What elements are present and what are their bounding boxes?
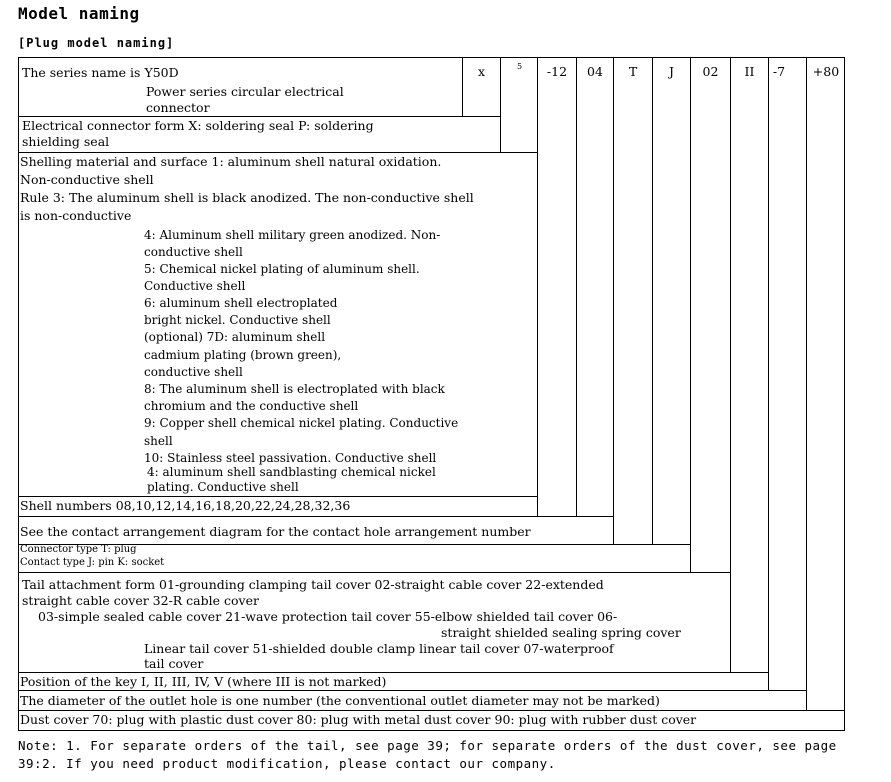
code-shell-number: -12 — [546, 64, 568, 79]
shell-option: conductive shell — [144, 365, 243, 379]
code-key-position: II — [744, 64, 755, 79]
shell-option: chromium and the conductive shell — [144, 399, 359, 413]
shell-option: 6: aluminum shell electroplated — [144, 296, 338, 310]
code-connector-type: T — [628, 64, 638, 79]
code-connector-form: x — [477, 64, 486, 79]
footnote: Note: 1. For separate orders of the tail, see page 39; for separate orders of the dust cover, see page 39:2. If you need product modification, please contact our company. — [18, 738, 837, 771]
connector-form: Electrical connector form X: soldering seal P: soldering — [22, 118, 374, 133]
shell-option: conductive shell — [144, 245, 243, 259]
shell-numbers: Shell numbers 08,10,12,14,16,18,20,22,24,28,32,36 — [20, 498, 351, 513]
dust-cover: Dust cover 70: plug with plastic dust cover 80: plug with metal dust cover 90: plug with rubber dust cover — [20, 712, 697, 727]
shell-option: bright nickel. Conductive shell — [144, 313, 331, 327]
code-dust-cover: +80 — [812, 64, 840, 79]
shell-option: 9: Copper shell chemical nickel plating. Conductive — [144, 416, 459, 430]
code-outlet-diameter: -7 — [772, 64, 786, 79]
shell-option: plating. Conductive shell — [147, 480, 299, 494]
tail-attachment: straight cable cover 32-R cable cover — [22, 593, 259, 608]
tail-attachment: Linear tail cover 51-shielded double clamp linear tail cover 07-waterproof — [144, 641, 614, 656]
series-name: The series name is Y50D — [22, 65, 179, 80]
key-position: Position of the key I, II, III, IV, V (where III is not marked) — [20, 674, 387, 689]
connector-form: shielding seal — [22, 134, 110, 149]
tail-attachment: straight shielded sealing spring cover — [441, 625, 681, 640]
outlet-diameter: The diameter of the outlet hole is one number (the conventional outlet diameter may not be marked) — [20, 693, 660, 708]
shell-option: 8: The aluminum shell is electroplated with black — [144, 382, 445, 396]
shell-material: is non-conductive — [20, 208, 132, 223]
shell-material: Shelling material and surface 1: aluminum shell natural oxidation. — [20, 154, 442, 169]
code-tail-form: 02 — [702, 64, 719, 79]
code-contact-type: J — [668, 64, 674, 79]
series-description: Power series circular electrical — [146, 84, 344, 99]
shell-material: Rule 3: The aluminum shell is black anodized. The non-conductive shell — [20, 190, 474, 205]
tail-attachment: 03-simple sealed cable cover 21-wave protection tail cover 55-elbow shielded tail cover 06- — [38, 609, 618, 624]
code-contact-arrangement: 04 — [587, 64, 603, 79]
tail-attachment: tail cover — [144, 656, 204, 671]
table-subtitle: [Plug model naming] — [18, 36, 175, 50]
code-shell-material: 5 — [517, 62, 523, 71]
shell-option: 10: Stainless steel passivation. Conductive shell — [144, 451, 437, 465]
shell-option: cadmium plating (brown green), — [144, 348, 342, 362]
shell-material: Non-conductive shell — [20, 172, 154, 187]
shell-option: (optional) 7D: aluminum shell — [144, 330, 326, 344]
shell-option: Conductive shell — [144, 279, 246, 293]
shell-option: shell — [144, 434, 173, 448]
shell-option: 4: aluminum shell sandblasting chemical nickel — [147, 465, 436, 479]
contact-arrangement: See the contact arrangement diagram for the contact hole arrangement number — [20, 524, 531, 539]
connector-type: Connector type T: plug — [20, 544, 137, 555]
shell-option: 5: Chemical nickel plating of aluminum shell. — [144, 262, 420, 276]
shell-option: 4: Aluminum shell military green anodized. Non- — [144, 228, 441, 242]
page-title: Model naming — [18, 4, 140, 23]
contact-type: Contact type J: pin K: socket — [20, 557, 165, 568]
series-description: connector — [146, 100, 210, 115]
tail-attachment: Tail attachment form 01-grounding clamping tail cover 02-straight cable cover 22-extended — [22, 577, 604, 592]
